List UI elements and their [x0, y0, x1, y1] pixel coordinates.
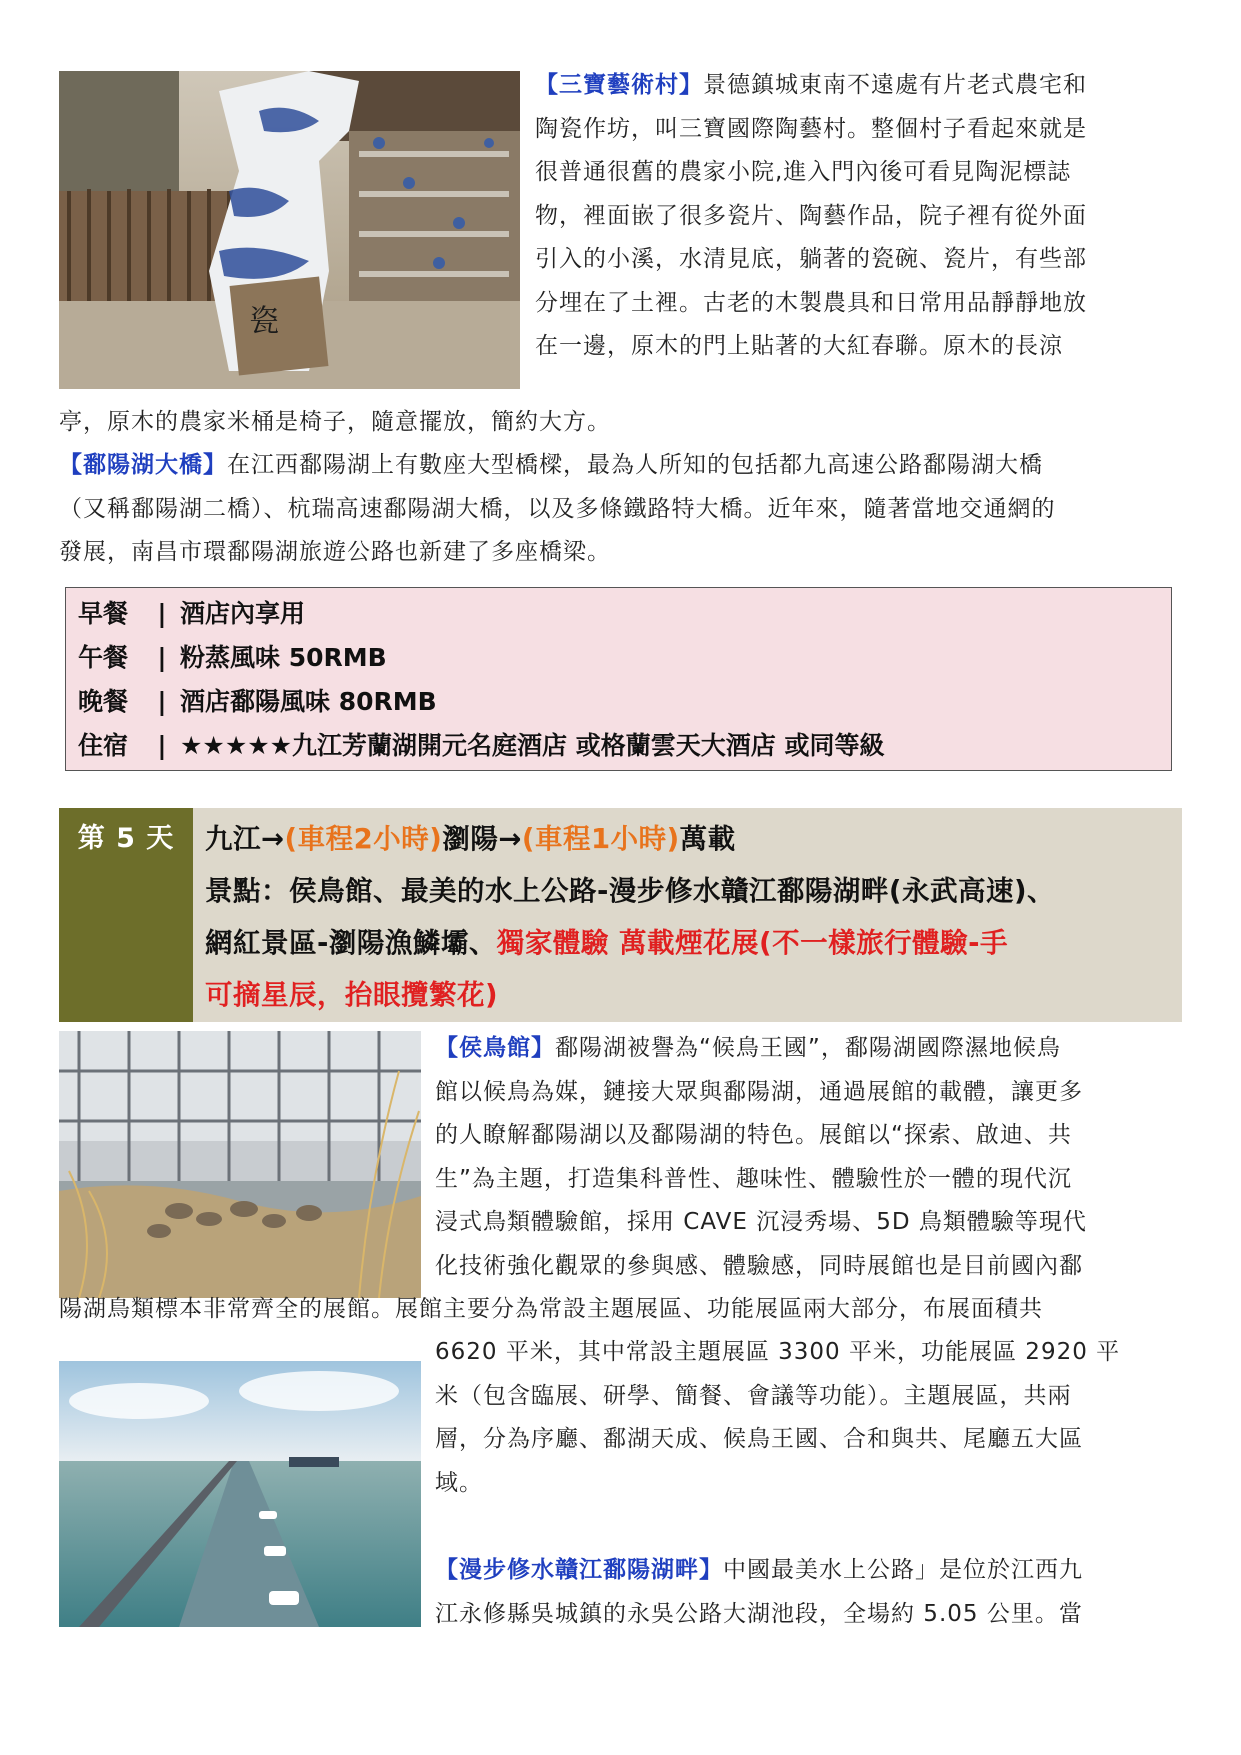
text-line: 鄱陽湖被譽為“候鳥王國”，鄱陽湖國際濕地候鳥 — [555, 1035, 1061, 1061]
section-bridge-title: 【鄱陽湖大橋】 — [59, 452, 227, 478]
day-spots-line2: 網紅景區-瀏陽漁鱗壩、獨家體驗 萬載煙花展(不一樣旅行體驗-手 — [205, 927, 1008, 959]
section-birds-title: 【侯鳥館】 — [435, 1035, 555, 1061]
text-line: 浸式鳥類體驗館，採用 CAVE 沉浸秀場、5D 鳥類體驗等現代 — [435, 1209, 1087, 1235]
text-line: 6620 平米，其中常設主題展區 3300 平米，功能展區 2920 平 — [435, 1339, 1121, 1365]
text-line: 中國最美水上公路」是位於江西九 — [723, 1557, 1083, 1583]
text-line: 層，分為序廳、鄱湖天成、候鳥王國、合和與共、尾廳五大區 — [435, 1426, 1083, 1452]
text-line: 米（包含臨展、研學、簡餐、會議等功能）。主題展區，共兩 — [435, 1382, 1072, 1409]
text-line: 江永修縣吳城鎮的永吳公路大湖池段，全場約 5.05 公里。當 — [435, 1600, 1083, 1627]
meal-hotel: 住宿 | ★★★★★九江芳蘭湖開元名庭酒店 或格蘭雲天大酒店 或同等級 — [78, 731, 885, 760]
section-waterroad-title: 【漫步修水贛江鄱陽湖畔】 — [435, 1557, 723, 1583]
text-line: 很普通很舊的農家小院,進入門內後可看見陶泥標誌 — [535, 159, 1072, 185]
text-line: 在一邊，原木的門上貼著的大紅春聯。原木的長涼 — [535, 333, 1063, 359]
day-route: 九江→(車程2小時)瀏陽→(車程1小時)萬載 — [205, 823, 736, 855]
day-spots-line1: 景點：侯鳥館、最美的水上公路-漫步修水贛江鄱陽湖畔(永武高速)、 — [205, 875, 1056, 907]
text-line: 景德鎮城東南不遠處有片老式農宅和 — [703, 72, 1087, 98]
section-bridge-text — [59, 444, 1184, 575]
text-line: 陶瓷作坊，叫三寶國際陶藝村。整個村子看起來就是 — [535, 115, 1087, 142]
svg-text:瓷: 瓷 — [249, 304, 279, 339]
text-line: 物，裡面嵌了很多瓷片、陶藝作品，院子裡有從外面 — [535, 202, 1087, 229]
text-line: 生”為主題，打造集科普性、趣味性、體驗性於一體的現代沉 — [435, 1165, 1072, 1192]
text-line: 分埋在了土裡。古老的木製農具和日常用品靜靜地放 — [535, 289, 1087, 316]
day-label: 第 5 天 — [77, 823, 175, 854]
text-line: （又稱鄱陽湖二橋）、杭瑞高速鄱陽湖大橋，以及多條鐵路特大橋。近年來，隨著當地交通網的 — [59, 495, 1056, 522]
section-sanbao-title: 【三寶藝術村】 — [535, 72, 703, 98]
section-sanbao-text — [535, 64, 1175, 369]
meal-lunch: 午餐 | 粉蒸風味 50RMB — [78, 643, 387, 672]
meal-dinner: 晚餐 | 酒店鄱陽風味 80RMB — [78, 687, 437, 716]
text-line: 在江西鄱陽湖上有數座大型橋樑，最為人所知的包括都九高速公路鄱陽湖大橋 — [227, 452, 1043, 478]
text-line: 化技術強化觀眾的參與感、體驗感，同時展館也是目前國內鄱 — [435, 1252, 1083, 1279]
photo-porcelain-sculpture — [59, 71, 520, 389]
section-waterroad-text — [435, 1549, 1180, 1636]
text-line: 發展，南昌市環鄱陽湖旅遊公路也新建了多座橋梁。 — [59, 539, 611, 565]
text-line: 館以候鳥為媒，鏈接大眾與鄱陽湖，通過展館的載體，讓更多 — [435, 1078, 1083, 1105]
day-spots-line3: 可摘星辰，抬眼攬繁花) — [205, 979, 499, 1011]
photo-bird-museum — [59, 1031, 421, 1298]
text-line: 域。 — [435, 1469, 483, 1496]
text-line: 的人瞭解鄱陽湖以及鄱陽湖的特色。展館以“探索、啟迪、共 — [435, 1122, 1072, 1148]
text-line: 引入的小溪，水清見底，躺著的瓷碗、瓷片，有些部 — [535, 246, 1087, 272]
meal-breakfast: 早餐 | 酒店內享用 — [78, 599, 306, 628]
text-line: 亭，原木的農家米桶是椅子，隨意擺放，簡約大方。 — [59, 409, 611, 435]
photo-water-road — [59, 1361, 421, 1627]
section-birds-text-cont — [435, 1331, 1180, 1505]
section-birds-text — [435, 1027, 1180, 1288]
text-line: 陽湖鳥類標本非常齊全的展館。展館主要分為常設主題展區、功能展區兩大部分，布展面積共 — [59, 1296, 1043, 1322]
meals-box — [65, 587, 1172, 771]
